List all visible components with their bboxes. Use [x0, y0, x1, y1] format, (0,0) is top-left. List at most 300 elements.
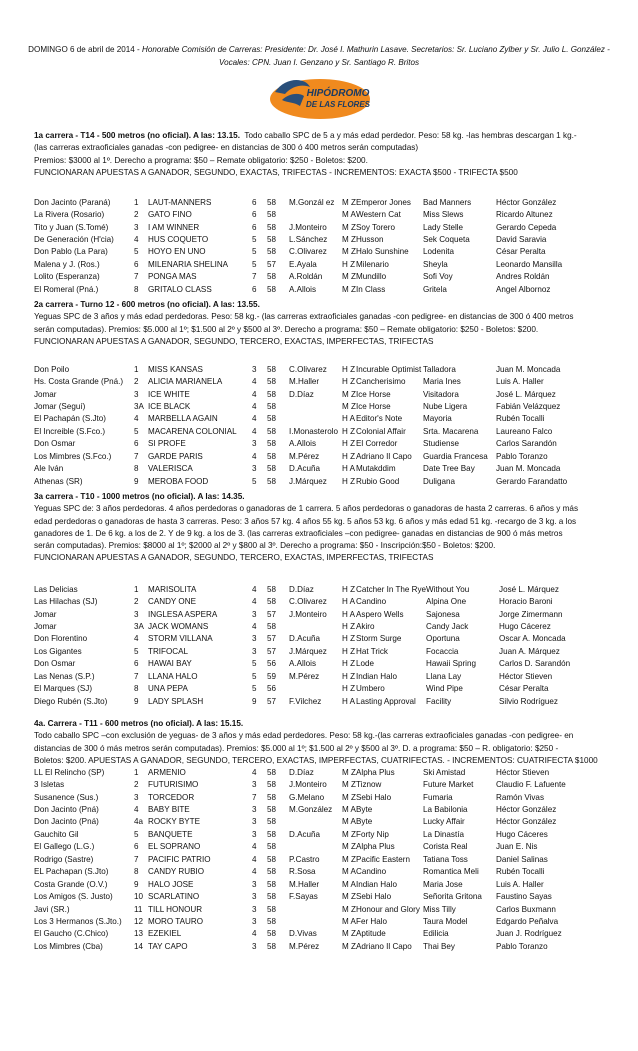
runner-sex-coat: H Z: [342, 426, 356, 436]
runner-number: 1: [134, 584, 139, 594]
runner-jockey: C.Olivarez: [289, 364, 327, 374]
runner-number: 4: [134, 235, 139, 245]
runner-stud: Los Gigantes: [34, 646, 82, 656]
runner-jockey: L.Sánchez: [289, 235, 328, 245]
runner-age: 4: [252, 426, 257, 436]
runner-number: 4: [134, 634, 139, 644]
runner-weight: 58: [267, 867, 277, 877]
runner-sire: Indian Halo: [356, 879, 397, 889]
runner-jockey: C.Olivarez: [289, 597, 327, 607]
runner-row: [34, 595, 609, 607]
runner-jockey: J.Monteiro: [289, 222, 327, 232]
runner-number: 9: [134, 476, 139, 486]
runner-dam: Fumaria: [423, 792, 453, 802]
runner-trainer: Leonardo Mansilla: [496, 259, 563, 269]
runner-trainer: Héctor González: [496, 817, 557, 827]
runner-stud: 3 Isletas: [34, 780, 65, 790]
runner-trainer: César Peralta: [496, 247, 546, 257]
runner-dam: Lodenita: [423, 247, 455, 257]
runner-number: 9: [134, 696, 139, 706]
runner-jockey: [289, 208, 342, 220]
runner-sire: Mutakddim: [356, 464, 396, 474]
runner-weight: 56: [267, 659, 277, 669]
runner-trainer: Daniel Salinas: [496, 854, 548, 864]
runner-jockey: M.Gonzál ez: [289, 197, 335, 207]
runner-sire: Sebi Halo: [356, 892, 392, 902]
runner-dam: Guardia Francesa: [423, 451, 488, 461]
runner-weight: 58: [267, 476, 277, 486]
runner-dam: Sheyla: [423, 259, 448, 269]
race-3-line-2: edad perdedoras o ganadoras de hasta 3 carreras. Peso: 3 años 57 kg. 4 años 55 kg. 5 años 53 kg. 6 años y más edad 51 kg. -recargo de 3 kg. a los: [34, 516, 577, 526]
runner-horse: PACIFIC PATRIO: [148, 854, 211, 864]
runner-weight: 58: [267, 817, 277, 827]
runner-trainer: Oscar A. Moncada: [499, 634, 566, 644]
runner-sire: Colonial Affair: [356, 426, 406, 436]
runner-jockey: [289, 915, 342, 927]
runner-row: [34, 388, 606, 400]
runner-row: [34, 425, 606, 437]
runner-row: [34, 890, 606, 902]
runner-weight: 58: [267, 377, 277, 387]
runner-row: [34, 363, 606, 375]
runner-age: 4: [252, 767, 257, 777]
runner-sire: Aptitude: [356, 929, 386, 939]
runner-horse: HOYO EN UNO: [148, 247, 206, 257]
runner-row: [34, 928, 606, 940]
runner-sire: El Corredor: [356, 439, 398, 449]
runner-age: 4: [252, 854, 257, 864]
runner-weight: 58: [267, 439, 277, 449]
runner-trainer: Gerardo Cepeda: [496, 222, 557, 232]
runner-number: 1: [134, 364, 139, 374]
runner-horse: SI PROFE: [148, 439, 186, 449]
runner-weight: 58: [267, 904, 277, 914]
runner-weight: 58: [267, 892, 277, 902]
race-4-runners: [34, 766, 606, 953]
runner-sex-coat: H Z: [342, 684, 356, 694]
runner-row: [34, 413, 606, 425]
runner-age: 3: [252, 439, 257, 449]
runner-jockey: A.Roldán: [289, 272, 323, 282]
runner-weight: 57: [267, 646, 277, 656]
runner-number: 1: [134, 767, 139, 777]
runner-age: 4: [252, 389, 257, 399]
runner-row: [34, 375, 606, 387]
runner-sire: Catcher In The Rye: [356, 584, 427, 594]
runner-jockey: A.Allois: [289, 659, 316, 669]
runner-weight: 59: [267, 671, 277, 681]
runner-jockey: D.Díaz: [289, 767, 314, 777]
runner-trainer: Fabián Velázquez: [496, 402, 561, 412]
runner-sire: Incurable Optimist: [356, 364, 422, 374]
runner-sire: Lasting Approval: [356, 696, 416, 706]
runner-jockey: C.Olivarez: [289, 247, 327, 257]
runner-trainer: Claudio F. Lafuente: [496, 780, 566, 790]
runner-number: 7: [134, 272, 139, 282]
runner-dam: Future Market: [423, 780, 474, 790]
runner-weight: 56: [267, 684, 277, 694]
runner-dam: Romantica Meli: [423, 867, 479, 877]
runner-sex-coat: M Z: [342, 892, 356, 902]
runner-sex-coat: M Z: [342, 767, 356, 777]
runner-sex-coat: H A: [342, 597, 356, 607]
runner-dam: Without You: [426, 584, 470, 594]
runner-sire: Emperor Jones: [356, 197, 411, 207]
runner-jockey: D.Acuña: [289, 829, 321, 839]
runner-dam: Corista Real: [423, 842, 468, 852]
runner-weight: 58: [267, 854, 277, 864]
runner-stud: Tito y Juan (S.Tomé): [34, 222, 109, 232]
runner-number: 7: [134, 854, 139, 864]
runner-jockey: M.Pérez: [289, 941, 320, 951]
runner-jockey: [289, 620, 342, 632]
runner-sire: Hat Trick: [356, 646, 388, 656]
runner-weight: 58: [267, 767, 277, 777]
runner-jockey: M.Pérez: [289, 671, 320, 681]
runner-age: 3: [252, 817, 257, 827]
runner-sire: Forty Nip: [356, 829, 389, 839]
runner-stud: Gauchito Gil: [34, 829, 79, 839]
runner-age: 7: [252, 792, 257, 802]
runner-row: [34, 283, 606, 295]
runner-row: [34, 683, 609, 695]
runner-sire: Alpha Plus: [356, 842, 395, 852]
runner-horse: UNA PEPA: [148, 684, 188, 694]
runner-weight: 58: [267, 622, 277, 632]
race-3-line-5: FUNCIONARAN APUESTAS A GANADOR, SEGUNDO, TERCERO, EXACTAS, IMPERFECTAS, TRIFECTAS: [34, 553, 434, 563]
header-committee: Honorable Comisión de Carreras: Presidente: Dr. José I. Mathurin Lasave. Secretarios: Sr. Luciano Zylber y Sr. Julio L. González - Vocales: CPN. Juan I. Genzano y Sr. Santiago R. Britos: [141, 45, 610, 67]
runner-sex-coat: H Z: [342, 377, 356, 387]
runner-sire: Byte: [356, 805, 373, 815]
runner-row: [34, 828, 606, 840]
runner-dam: Maria Jose: [423, 879, 463, 889]
runner-horse: I AM WINNER: [148, 222, 200, 232]
runner-dam: Lady Stelle: [423, 222, 464, 232]
runner-age: 5: [252, 671, 257, 681]
runner-trainer: Edgardo Peñalva: [496, 916, 559, 926]
runner-sire: In Class: [356, 284, 386, 294]
runner-row: [34, 271, 606, 283]
runner-sire: Adriano Il Capo: [356, 451, 412, 461]
runner-sex-coat: M Z: [342, 941, 356, 951]
runner-age: 5: [252, 476, 257, 486]
runner-number: 8: [134, 867, 139, 877]
race-3-title: 3a carrera - T10 - 1000 metros (no oficial). A las: 14.35.: [34, 492, 245, 501]
runner-trainer: Luis A. Haller: [496, 879, 544, 889]
runner-sex-coat: M Z: [342, 904, 356, 914]
runner-stud: Jomar: [34, 609, 57, 619]
runner-age: 5: [252, 235, 257, 245]
runner-jockey: [289, 841, 342, 853]
runner-dam: Facility: [426, 696, 452, 706]
runner-number: 13: [134, 929, 144, 939]
runner-weight: 58: [267, 235, 277, 245]
runner-sex-coat: H A: [342, 609, 356, 619]
runner-jockey: J.Márquez: [289, 646, 327, 656]
runner-age: 3: [252, 805, 257, 815]
runner-horse: ICE WHITE: [148, 389, 190, 399]
runner-dam: Edilicia: [423, 929, 449, 939]
runner-row: [34, 766, 606, 778]
race-3-line-3: ganadores de 1. De 6 kg. a los de 2. Y de 9 kg. a los de 3. (las carreras extraoficiales –con pedigree- ganadas en distancias de 900 ó más metros: [34, 528, 563, 538]
runner-number: 7: [134, 671, 139, 681]
runner-stud: Hs. Costa Grande (Pná.): [34, 377, 124, 387]
runner-row: [34, 778, 606, 790]
runner-number: 1: [134, 197, 139, 207]
runner-horse: GARDE PARIS: [148, 451, 203, 461]
runner-number: 6: [134, 659, 139, 669]
runner-horse: ROCKY BYTE: [148, 817, 201, 827]
runner-sex-coat: H Z: [342, 634, 356, 644]
runner-sire: Editor's Note: [356, 414, 403, 424]
runner-dam: Lucky Affair: [423, 817, 465, 827]
race-1-line-2: (las carreras extraoficiales ganadas -con pedigree- en distancias de 300 ó 400 metros serán computadas): [34, 143, 419, 153]
runner-dam: Miss Slews: [423, 210, 464, 220]
runner-number: 8: [134, 684, 139, 694]
runner-sex-coat: H Z: [342, 451, 356, 461]
race-4-line-2: distancias de 300 ó más metros serán computadas). Premios: $5.000 al 1º; $1.500 al 2º y $500 al 3º. D. a programa: $50 – R. obligatorio: $250 -: [34, 743, 559, 753]
runner-trainer: Juan E. Nis: [496, 842, 538, 852]
runner-age: 3: [252, 646, 257, 656]
header-date: DOMINGO 6 de abril de 2014 -: [28, 45, 142, 54]
runner-age: 4: [252, 451, 257, 461]
runner-horse: MEROBA FOOD: [148, 476, 209, 486]
runner-row: [34, 866, 606, 878]
runner-stud: Los Amigos (S. Justo): [34, 892, 113, 902]
runner-age: 3: [252, 464, 257, 474]
runner-row: [34, 903, 606, 915]
runner-dam: Thai Bey: [423, 941, 455, 951]
runner-horse: HUS COQUETO: [148, 235, 209, 245]
runner-dam: Srta. Macarena: [423, 426, 479, 436]
runner-horse: PONGA MAS: [148, 272, 197, 282]
runner-horse: TRIFOCAL: [148, 646, 189, 656]
runner-trainer: Pablo Toranzo: [496, 451, 548, 461]
runner-trainer: Rubén Tocalli: [496, 414, 545, 424]
runner-weight: 57: [267, 609, 277, 619]
runner-number: 14: [134, 941, 144, 951]
runner-jockey: P.Castro: [289, 854, 320, 864]
runner-weight: 58: [267, 210, 277, 220]
runner-sex-coat: M Z: [342, 389, 356, 399]
runner-trainer: Faustino Sayas: [496, 892, 552, 902]
runner-age: 6: [252, 222, 257, 232]
race-4-info: [34, 718, 614, 767]
runner-age: 9: [252, 696, 257, 706]
runner-sire: Cancherisimo: [356, 377, 406, 387]
runner-row: [34, 915, 606, 927]
runner-weight: 58: [267, 222, 277, 232]
runner-horse: EL SOPRANO: [148, 842, 201, 852]
runner-weight: 58: [267, 426, 277, 436]
runner-sex-coat: H Z: [342, 622, 356, 632]
runner-sex-coat: M Z: [342, 247, 356, 257]
runner-jockey: D.Acuña: [289, 464, 321, 474]
runner-age: 3: [252, 829, 257, 839]
runner-jockey: I.Monasterolo: [289, 426, 339, 436]
runner-age: 4: [252, 867, 257, 877]
runner-dam: Focaccia: [426, 646, 459, 656]
runner-sire: Soy Torero: [356, 222, 395, 232]
runner-sire: Fer Halo: [356, 916, 388, 926]
runner-sex-coat: H Z: [342, 584, 356, 594]
runner-sex-coat: M Z: [342, 402, 356, 412]
runner-stud: Athenas (SR): [34, 476, 83, 486]
runner-dam: Gritela: [423, 284, 447, 294]
runner-age: 5: [252, 259, 257, 269]
runner-age: 5: [252, 659, 257, 669]
runner-sex-coat: H Z: [342, 364, 356, 374]
runner-jockey: F.Sayas: [289, 892, 318, 902]
runner-dam: Alpina One: [426, 597, 467, 607]
race-2-line-1: Yeguas SPC de 3 años y más edad perdedoras. Peso: 58 kg.- (las carreras extraoficiales ganadas -con pedigree- en distancias de 300 ó 400 metros: [34, 312, 574, 322]
runner-jockey: D.Vivas: [289, 929, 317, 939]
runner-sex-coat: M A: [342, 805, 356, 815]
runner-trainer: Gerardo Farandatto: [496, 476, 568, 486]
runner-stud: Los Mimbres (Cba): [34, 941, 103, 951]
race-1-info: [34, 130, 614, 179]
runner-stud: El Gallego (L.G.): [34, 842, 95, 852]
runner-sex-coat: M A: [342, 817, 356, 827]
runner-sex-coat: H A: [342, 414, 356, 424]
runner-stud: Susanence (Sus.): [34, 792, 99, 802]
runner-trainer: David Saravia: [496, 235, 547, 245]
runner-trainer: Héctor Stieven: [499, 671, 553, 681]
runner-stud: El Marques (SJ): [34, 684, 93, 694]
runner-horse: ICE BLACK: [148, 402, 191, 412]
runner-horse: GRITALO CLASS: [148, 284, 212, 294]
runner-sex-coat: M Z: [342, 222, 356, 232]
runner-weight: 58: [267, 780, 277, 790]
runner-sex-coat: M Z: [342, 929, 356, 939]
runner-dam: Talladora: [423, 364, 456, 374]
runner-trainer: Juan M. Moncada: [496, 464, 561, 474]
runner-dam: Date Tree Bay: [423, 464, 475, 474]
runner-dam: Miss Tilly: [423, 904, 456, 914]
runner-horse: CANDY ONE: [148, 597, 196, 607]
runner-row: [34, 803, 606, 815]
runner-number: 2: [134, 597, 139, 607]
runner-jockey: [289, 413, 342, 425]
runner-weight: 58: [267, 805, 277, 815]
runner-stud: Don Osmar: [34, 439, 76, 449]
runner-number: 5: [134, 426, 139, 436]
runner-trainer: Carlos Buxmann: [496, 904, 556, 914]
runner-horse: JACK WOMANS: [148, 622, 209, 632]
runner-horse: HALO JOSE: [148, 879, 194, 889]
runner-sire: Husson: [356, 235, 384, 245]
runner-sire: Aspero Wells: [356, 609, 404, 619]
runner-row: [34, 221, 606, 233]
runner-dam: Ski Amistad: [423, 767, 466, 777]
runner-stud: Costa Grande (O.V.): [34, 879, 108, 889]
runner-trainer: Carlos Sarandón: [496, 439, 557, 449]
runner-dam: Llana Lay: [426, 671, 462, 681]
race-4-title: 4a. Carrera - T11 - 600 metros (no oficial). A las: 15.15.: [34, 719, 244, 728]
runner-age: 5: [252, 684, 257, 694]
runner-number: 7: [134, 451, 139, 461]
runner-age: 3: [252, 780, 257, 790]
runner-trainer: Carlos D. Sarandón: [499, 659, 571, 669]
runner-weight: 58: [267, 842, 277, 852]
runner-row: [34, 878, 606, 890]
runner-number: 3: [134, 389, 139, 399]
runner-horse: MORO TAURO: [148, 916, 204, 926]
runner-stud: Rodrigo (Sastre): [34, 854, 94, 864]
runner-sex-coat: M A: [342, 916, 356, 926]
runner-stud: Jomar: [34, 622, 57, 632]
runner-stud: Las Nenas (S.P.): [34, 671, 95, 681]
runner-row: [34, 695, 609, 707]
runner-weight: 58: [267, 916, 277, 926]
runner-sire: Sebi Halo: [356, 792, 392, 802]
runner-weight: 58: [267, 247, 277, 257]
runner-jockey: [289, 903, 342, 915]
runner-sire: Halo Sunshine: [356, 247, 409, 257]
runner-horse: VALERISCA: [148, 464, 193, 474]
runner-stud: Don Osmar: [34, 659, 76, 669]
runner-sex-coat: M Z: [342, 272, 356, 282]
runner-jockey: [289, 683, 342, 695]
runner-row: [34, 475, 606, 487]
runner-horse: MARBELLA AGAIN: [148, 414, 218, 424]
runner-stud: Diego Rubén (S.Jto): [34, 696, 108, 706]
runner-number: 11: [134, 904, 143, 914]
runner-jockey: J.Monteiro: [289, 780, 327, 790]
runner-sire: Lode: [356, 659, 375, 669]
runner-number: 4: [134, 805, 139, 815]
runner-age: 3: [252, 634, 257, 644]
runner-number: 8: [134, 464, 139, 474]
runner-jockey: A.Allois: [289, 439, 316, 449]
logo-text-2: DE LAS FLORES: [305, 100, 371, 109]
runner-weight: 58: [267, 402, 277, 412]
runner-horse: LAUT-MANNERS: [148, 197, 212, 207]
runner-sire: Byte: [356, 817, 373, 827]
runner-sex-coat: H Z: [342, 659, 356, 669]
runner-stud: El Pachapán (S.Jto): [34, 414, 106, 424]
runner-sire: Milenario: [356, 259, 389, 269]
race-1-line-3: Premios: $3000 al 1º. Derecho a programa: $50 – Remate obligatorio: $250 - Boletos: $200.: [34, 155, 368, 165]
runner-sire: Tiznow: [356, 780, 382, 790]
runner-sire: Indian Halo: [356, 671, 397, 681]
runner-dam: Oportuna: [426, 634, 460, 644]
runner-age: 4: [252, 842, 257, 852]
runner-row: [34, 258, 606, 270]
runner-number: 2: [134, 210, 139, 220]
runner-row: [34, 816, 606, 828]
runner-sex-coat: H Z: [342, 259, 356, 269]
runner-weight: 58: [267, 792, 277, 802]
runner-sire: Ice Horse: [356, 402, 391, 412]
runner-trainer: Héctor Stieven: [496, 767, 550, 777]
runner-jockey: D.Acuña: [289, 634, 321, 644]
runner-sex-coat: M Z: [342, 284, 356, 294]
runner-weight: 58: [267, 364, 277, 374]
runner-stud: Javi (SR.): [34, 904, 70, 914]
logo-text-1: HIPÓDROMO: [306, 88, 370, 99]
runner-weight: 57: [267, 259, 277, 269]
runner-stud: Don Jacinto (Pná): [34, 817, 99, 827]
race-4-line-1: Todo caballo SPC –con exclusión de yeguas- de 3 años y más edad perdedores. Peso: 58 kg.-(las carreras extraoficiales ganadas -con pedigree- en: [34, 731, 574, 741]
runner-sex-coat: M A: [342, 867, 356, 877]
runner-number: 12: [134, 916, 144, 926]
runner-row: [34, 853, 606, 865]
runner-sex-coat: M Z: [342, 829, 356, 839]
runner-age: 7: [252, 272, 257, 282]
runner-jockey: [289, 400, 342, 412]
runner-row: [34, 658, 609, 670]
